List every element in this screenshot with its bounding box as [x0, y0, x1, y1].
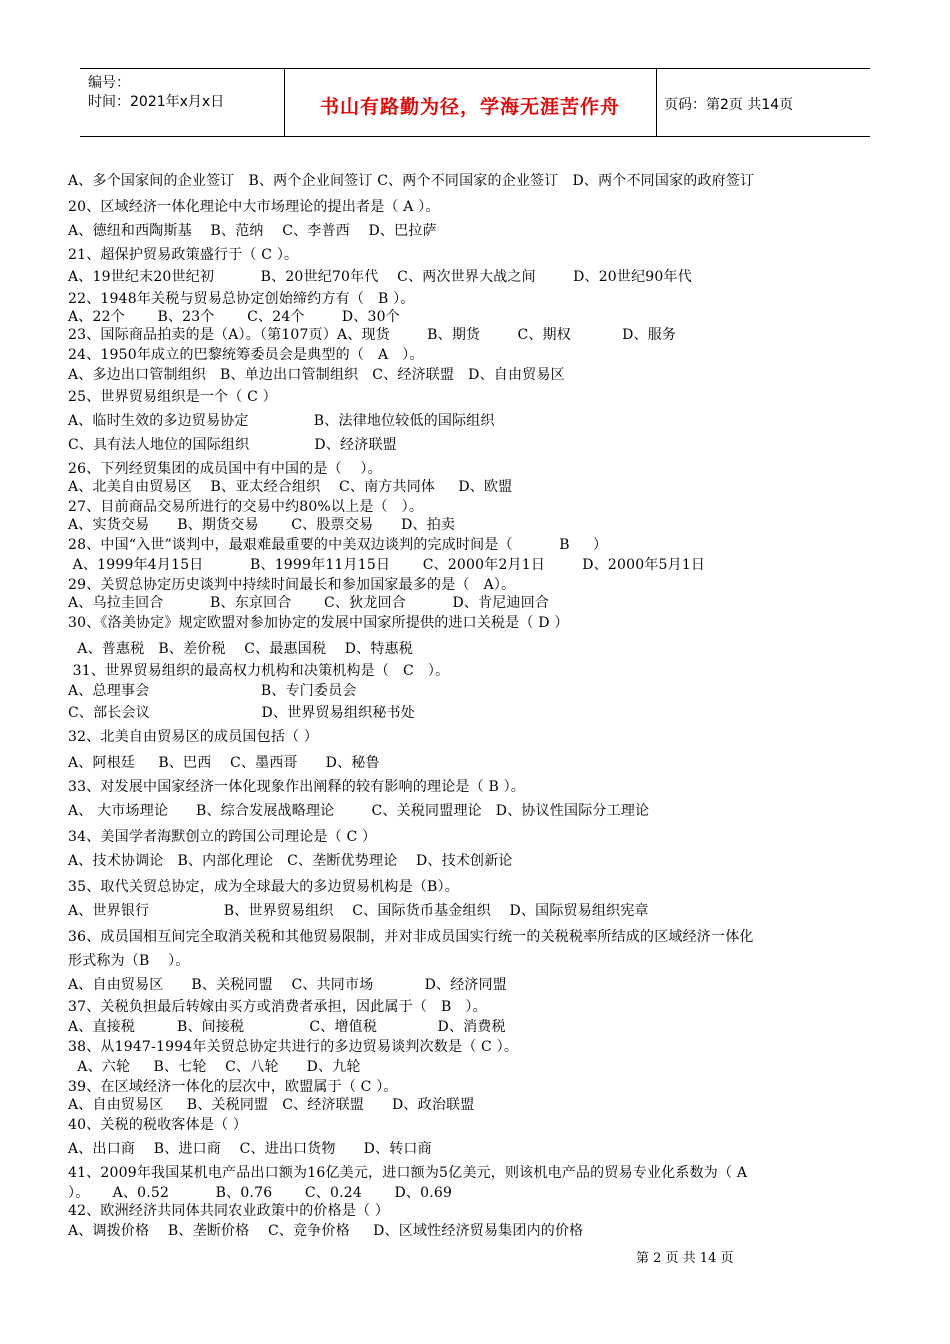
text-line: A、多个国家间的企业签订 B、两个企业间签订 C、两个不同国家的企业签订 D、两个不同国家的政府签订 [68, 173, 755, 189]
text-line: 41、2009年我国某机电产品出口额为16亿美元，进口额为5亿美元，则该机电产品的贸易专业化系数为（ A [68, 1165, 748, 1181]
text-line: A、六轮 B、七轮 C、八轮 D、九轮 [68, 1059, 361, 1075]
text-line: 29、关贸总协定历史谈判中持续时间最长和参加国家最多的是（ A）。 [68, 577, 516, 593]
text-line: A、直接税 B、间接税 C、增值税 D、消费税 [68, 1019, 506, 1035]
text-line: A、乌拉圭回合 B、东京回合 C、狄龙回合 D、肯尼迪回合 [68, 595, 550, 611]
text-line: A、1999年4月15日 B、1999年11月15日 C、2000年2月1日 D、2000年5月1日 [68, 557, 706, 573]
text-line: A、总理事会 B、专门委员会 [68, 683, 357, 699]
text-line: A、19世纪末20世纪初 B、20世纪70年代 C、两次世界大战之间 D、20世纪90年代 [68, 269, 692, 285]
text-line: A、自由贸易区 B、关税同盟 C、共同市场 D、经济同盟 [68, 977, 507, 993]
text-line: A、世界银行 B、世界贸易组织 C、国际货币基金组织 D、国际贸易组织宪章 [68, 903, 649, 919]
text-line: 36、成员国相互间完全取消关税和其他贸易限制，并对非成员国实行统一的关税税率所结成的区域经济一体化 [68, 929, 754, 945]
text-line: 24、1950年成立的巴黎统筹委员会是典型的（ A ）。 [68, 347, 424, 363]
text-line: A、普惠税 B、差价税 C、最惠国税 D、特惠税 [68, 641, 413, 657]
text-line: C、部长会议 D、世界贸易组织秘书处 [68, 705, 415, 721]
text-line: 27、目前商品交易所进行的交易中约80%以上是（ ）。 [68, 499, 424, 515]
text-line: 34、美国学者海默创立的跨国公司理论是（ C ） [68, 829, 377, 845]
text-line: 25、世界贸易组织是一个（ C ） [68, 389, 277, 405]
text-line: A、阿根廷 B、巴西 C、墨西哥 D、秘鲁 [68, 755, 380, 771]
text-line: A、德纽和西陶斯基 B、范纳 C、李普西 D、巴拉萨 [68, 223, 437, 239]
text-line: 21、超保护贸易政策盛行于（ C ）。 [68, 247, 299, 263]
text-line: A、调拨价格 B、垄断价格 C、竞争价格 D、区域性经济贸易集团内的价格 [68, 1223, 584, 1239]
header-info-cell [80, 69, 285, 136]
text-line: 形式称为（B ）。 [68, 953, 190, 969]
text-line: 20、区域经济一体化理论中大市场理论的提出者是（ A ）。 [68, 199, 440, 215]
text-line: 30、《洛美协定》规定欧盟对参加协定的发展中国家所提供的进口关税是（ D ） [68, 615, 569, 631]
text-line: 32、北美自由贸易区的成员国包括（ ） [68, 729, 319, 745]
text-line: A、22个 B、23个 C、24个 D、30个 [68, 309, 400, 325]
text-line: 23、国际商品拍卖的是（A）。（第107页）A、现货 B、期货 C、期权 D、服务 [68, 327, 677, 343]
text-line: A、多边出口管制组织 B、单边出口管制组织 C、经济联盟 D、自由贸易区 [68, 367, 565, 383]
text-line: A、 大市场理论 B、综合发展战略理论 C、关税同盟理论 D、协议性国际分工理论 [68, 803, 650, 819]
text-line: 31、世界贸易组织的最高权力机构和决策机构是（ C ）。 [68, 663, 450, 679]
code-label: 编号： [88, 75, 130, 91]
text-line: 35、取代关贸总协定，成为全球最大的多边贸易机构是（B）。 [68, 879, 459, 895]
text-line: A、出口商 B、进口商 C、进出口货物 D、转口商 [68, 1141, 432, 1157]
text-line: ）。 A、0.52 B、0.76 C、0.24 D、0.69 [68, 1185, 453, 1201]
text-line: 37、关税负担最后转嫁由买方或消费者承担，因此属于（ B ）。 [68, 999, 487, 1015]
text-line: 40、关税的税收客体是（ ） [68, 1117, 248, 1133]
text-line: A、自由贸易区 B、关税同盟 C、经济联盟 D、政治联盟 [68, 1097, 475, 1113]
text-line: A、北美自由贸易区 B、亚太经合组织 C、南方共同体 D、欧盟 [68, 479, 513, 495]
text-line: C、具有法人地位的国际组织 D、经济联盟 [68, 437, 397, 453]
text-line: 39、在区域经济一体化的层次中，欧盟属于（ C ）。 [68, 1079, 398, 1095]
date-label: 时间：2021年x月x日 [88, 94, 225, 110]
motto: 书山有路勤为径，学海无涯苦作舟 [319, 96, 620, 118]
text-line: 26、下列经贸集团的成员国中有中国的是（ ）。 [68, 461, 382, 477]
text-line: 33、对发展中国家经济一体化现象作出阐释的较有影响的理论是（ B ）。 [68, 779, 526, 795]
page-header [80, 68, 870, 137]
header-motto-cell [284, 69, 657, 136]
page-number-label: 页码：第2页 共14页 [664, 97, 794, 113]
text-line: 42、欧洲经济共同体共同农业政策中的价格是（ ） [68, 1203, 390, 1219]
text-line: 22、1948年关税与贸易总协定创始缔约方有（ B ）。 [68, 291, 415, 307]
text-line: A、实货交易 B、期货交易 C、股票交易 D、拍卖 [68, 517, 456, 533]
header-page-cell [656, 69, 870, 136]
page-footer: 第 2 页 共 14 页 [636, 1251, 734, 1266]
text-line: 38、从1947-1994年关贸总协定共进行的多边贸易谈判次数是（ C ）。 [68, 1039, 519, 1055]
text-line: A、技术协调论 B、内部化理论 C、垄断优势理论 D、技术创新论 [68, 853, 513, 869]
text-line: 28、中国“入世”谈判中，最艰难最重要的中美双边谈判的完成时间是（ B ） [68, 537, 608, 553]
text-line: A、临时生效的多边贸易协定 B、法律地位较低的国际组织 [68, 413, 495, 429]
